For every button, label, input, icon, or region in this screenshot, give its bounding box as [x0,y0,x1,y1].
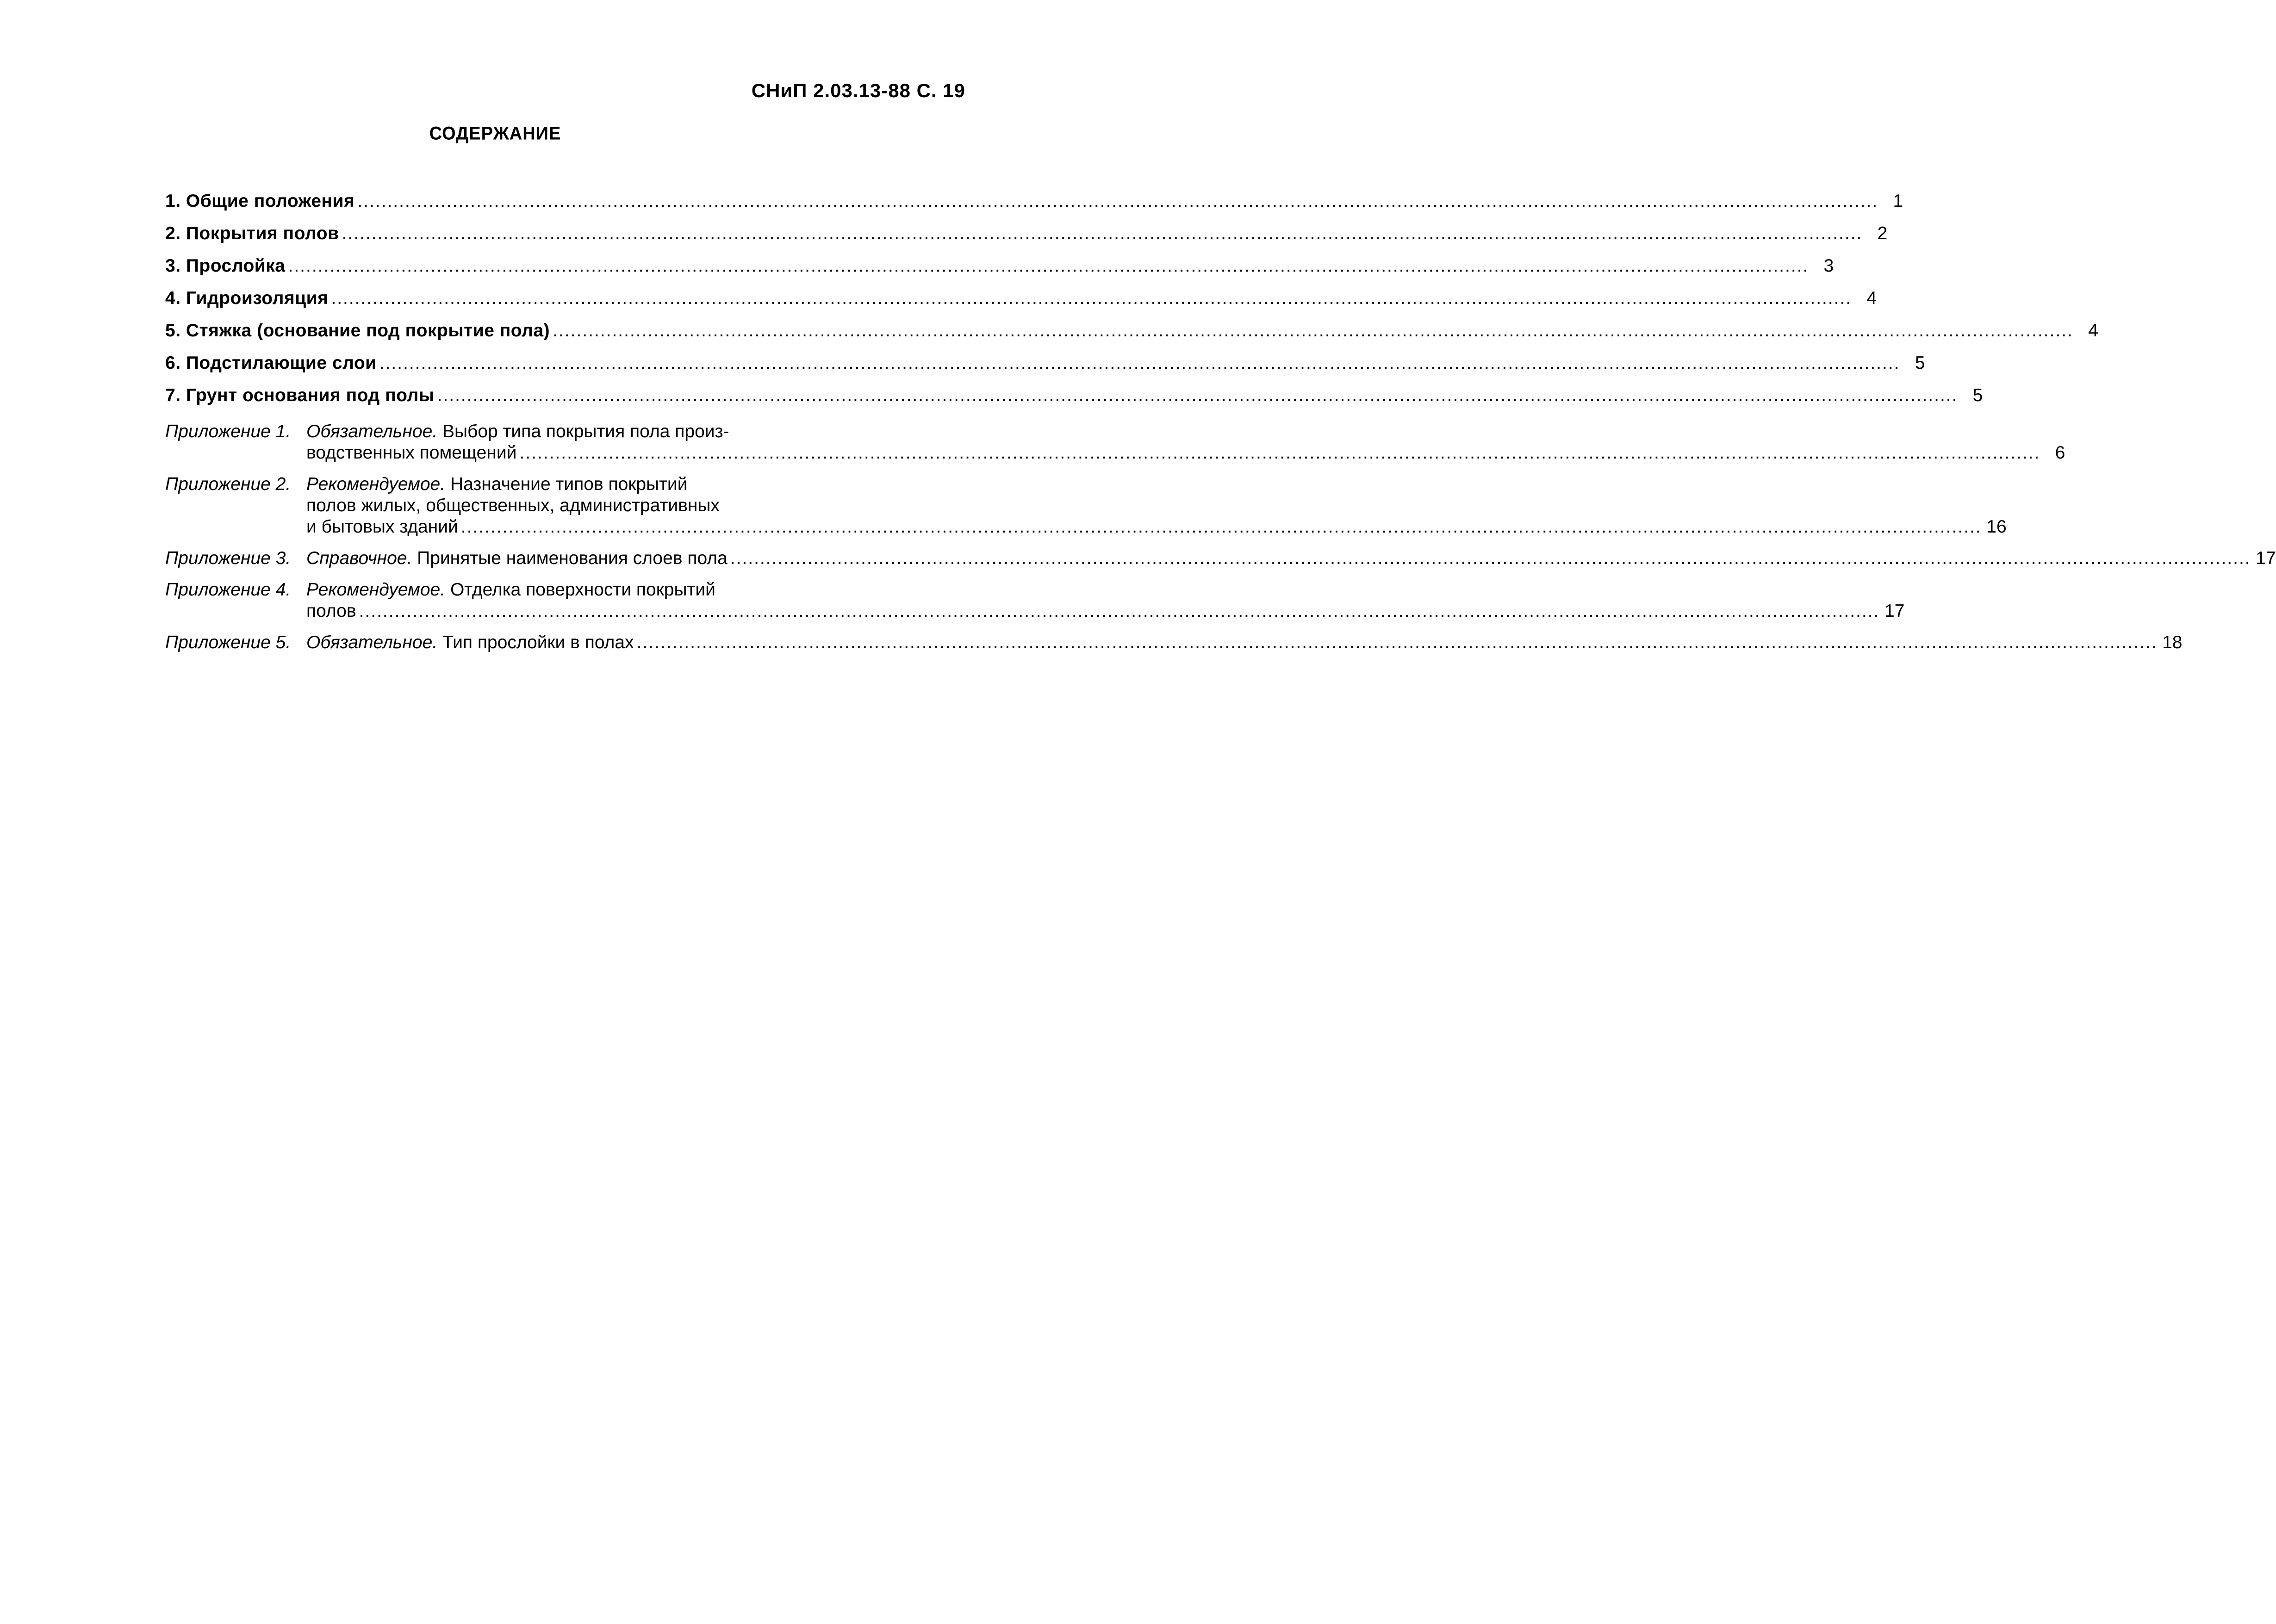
toc-page-number: 6 [2055,443,2065,463]
toc-appendix-2[interactable] [165,474,2007,538]
toc-section-label: 6. Подстилающие слои [165,353,377,373]
appendix-number: Приложение 3. [165,548,291,568]
toc-page-number: 4 [2088,321,2098,341]
dot-leader [379,353,1900,374]
appendix-number: Приложение 1. [165,421,291,441]
dot-leader [637,632,2158,653]
appendix-category: Обязательное. [306,421,438,441]
dot-leader [519,442,2040,464]
page-title: СОДЕРЖАНИЕ [429,123,561,144]
toc-page-number: 17 [2256,548,2276,568]
appendix-body [306,579,1904,622]
toc-page-number: 2 [1877,223,1888,243]
appendix-title-line: Принятые наименования слоев пола [417,548,728,568]
appendix-line [306,632,2183,653]
appendix-body [306,474,2007,538]
toc-section-6[interactable] [165,353,1925,385]
dot-leader [342,223,1863,244]
appendix-line [306,579,1904,601]
appendix-title-line: и бытовых зданий [306,517,458,537]
appendix-title-line: Выбор типа покрытия пола произ- [442,421,729,441]
toc-section-label: 4. Гидроизоляция [165,288,329,308]
toc-page-number: 1 [1893,191,1903,211]
toc-section-7[interactable] [165,385,1983,417]
appendix-number: Приложение 4. [165,580,291,600]
appendix-number: Приложение 2. [165,474,291,494]
appendix-number: Приложение 5. [165,632,291,652]
toc-page-number: 17 [1884,601,1905,621]
dot-leader [437,385,1958,406]
toc-page-number: 16 [1986,517,2007,537]
appendix-category: Рекомендуемое. [306,474,446,494]
toc-section-2[interactable] [165,223,1888,255]
dot-leader [730,548,2251,569]
appendix-body [306,421,2065,464]
document-reference: СНиП 2.03.13-88 С. 19 [751,80,965,101]
dot-leader [288,255,1809,277]
toc-section-3[interactable] [165,255,1834,288]
dot-leader [461,516,1982,538]
appendix-line [306,495,2007,516]
spacer [165,417,827,421]
appendix-title-line: полов [306,601,356,621]
toc-appendix-4[interactable] [165,579,1905,622]
toc-page-number: 4 [1866,288,1877,308]
appendix-category: Обязательное. [306,632,438,652]
toc-section-5[interactable] [165,320,2098,353]
appendix-category: Справочное. [306,548,412,568]
appendix-title-line: водственных помещений [306,443,517,463]
dot-leader [331,288,1852,309]
appendix-line [306,474,2007,495]
appendix-line [306,548,2276,569]
toc-section-4[interactable] [165,288,1877,320]
toc-page-number: 5 [1972,385,1983,405]
appendix-title-line: Тип прослойки в полах [442,632,634,652]
appendix-title-line: Отделка поверхности покрытий [450,580,715,600]
table-of-contents [165,191,2276,663]
appendix-line [306,421,2065,442]
dot-leader [553,320,2073,341]
appendix-body [306,632,2183,653]
toc-section-label: 2. Покрытия полов [165,223,339,243]
toc-section-label: 3. Прослойка [165,256,286,276]
appendix-line [306,601,1904,622]
toc-appendix-1[interactable] [165,421,2065,464]
toc-section-label: 7. Грунт основания под полы [165,385,435,405]
toc-section-label: 1. Общие положения [165,191,355,211]
dot-leader [359,601,1880,622]
dot-leader [357,191,1878,212]
toc-appendix-3[interactable] [165,548,2276,569]
toc-page-number: 3 [1823,256,1834,276]
toc-page-number: 5 [1915,353,1925,373]
appendix-body [306,548,2276,569]
appendix-line [306,516,2007,538]
appendix-title-line: Назначение типов покрытий [450,474,688,494]
appendix-title-line: полов жилых, общественных, административных [306,496,720,515]
toc-appendix-5[interactable] [165,632,2183,653]
toc-page-number: 18 [2162,632,2183,652]
toc-section-label: 5. Стяжка (основание под покрытие пола) [165,321,550,341]
appendix-line [306,442,2065,464]
appendix-category: Рекомендуемое. [306,580,446,600]
toc-section-1[interactable] [165,191,1903,223]
